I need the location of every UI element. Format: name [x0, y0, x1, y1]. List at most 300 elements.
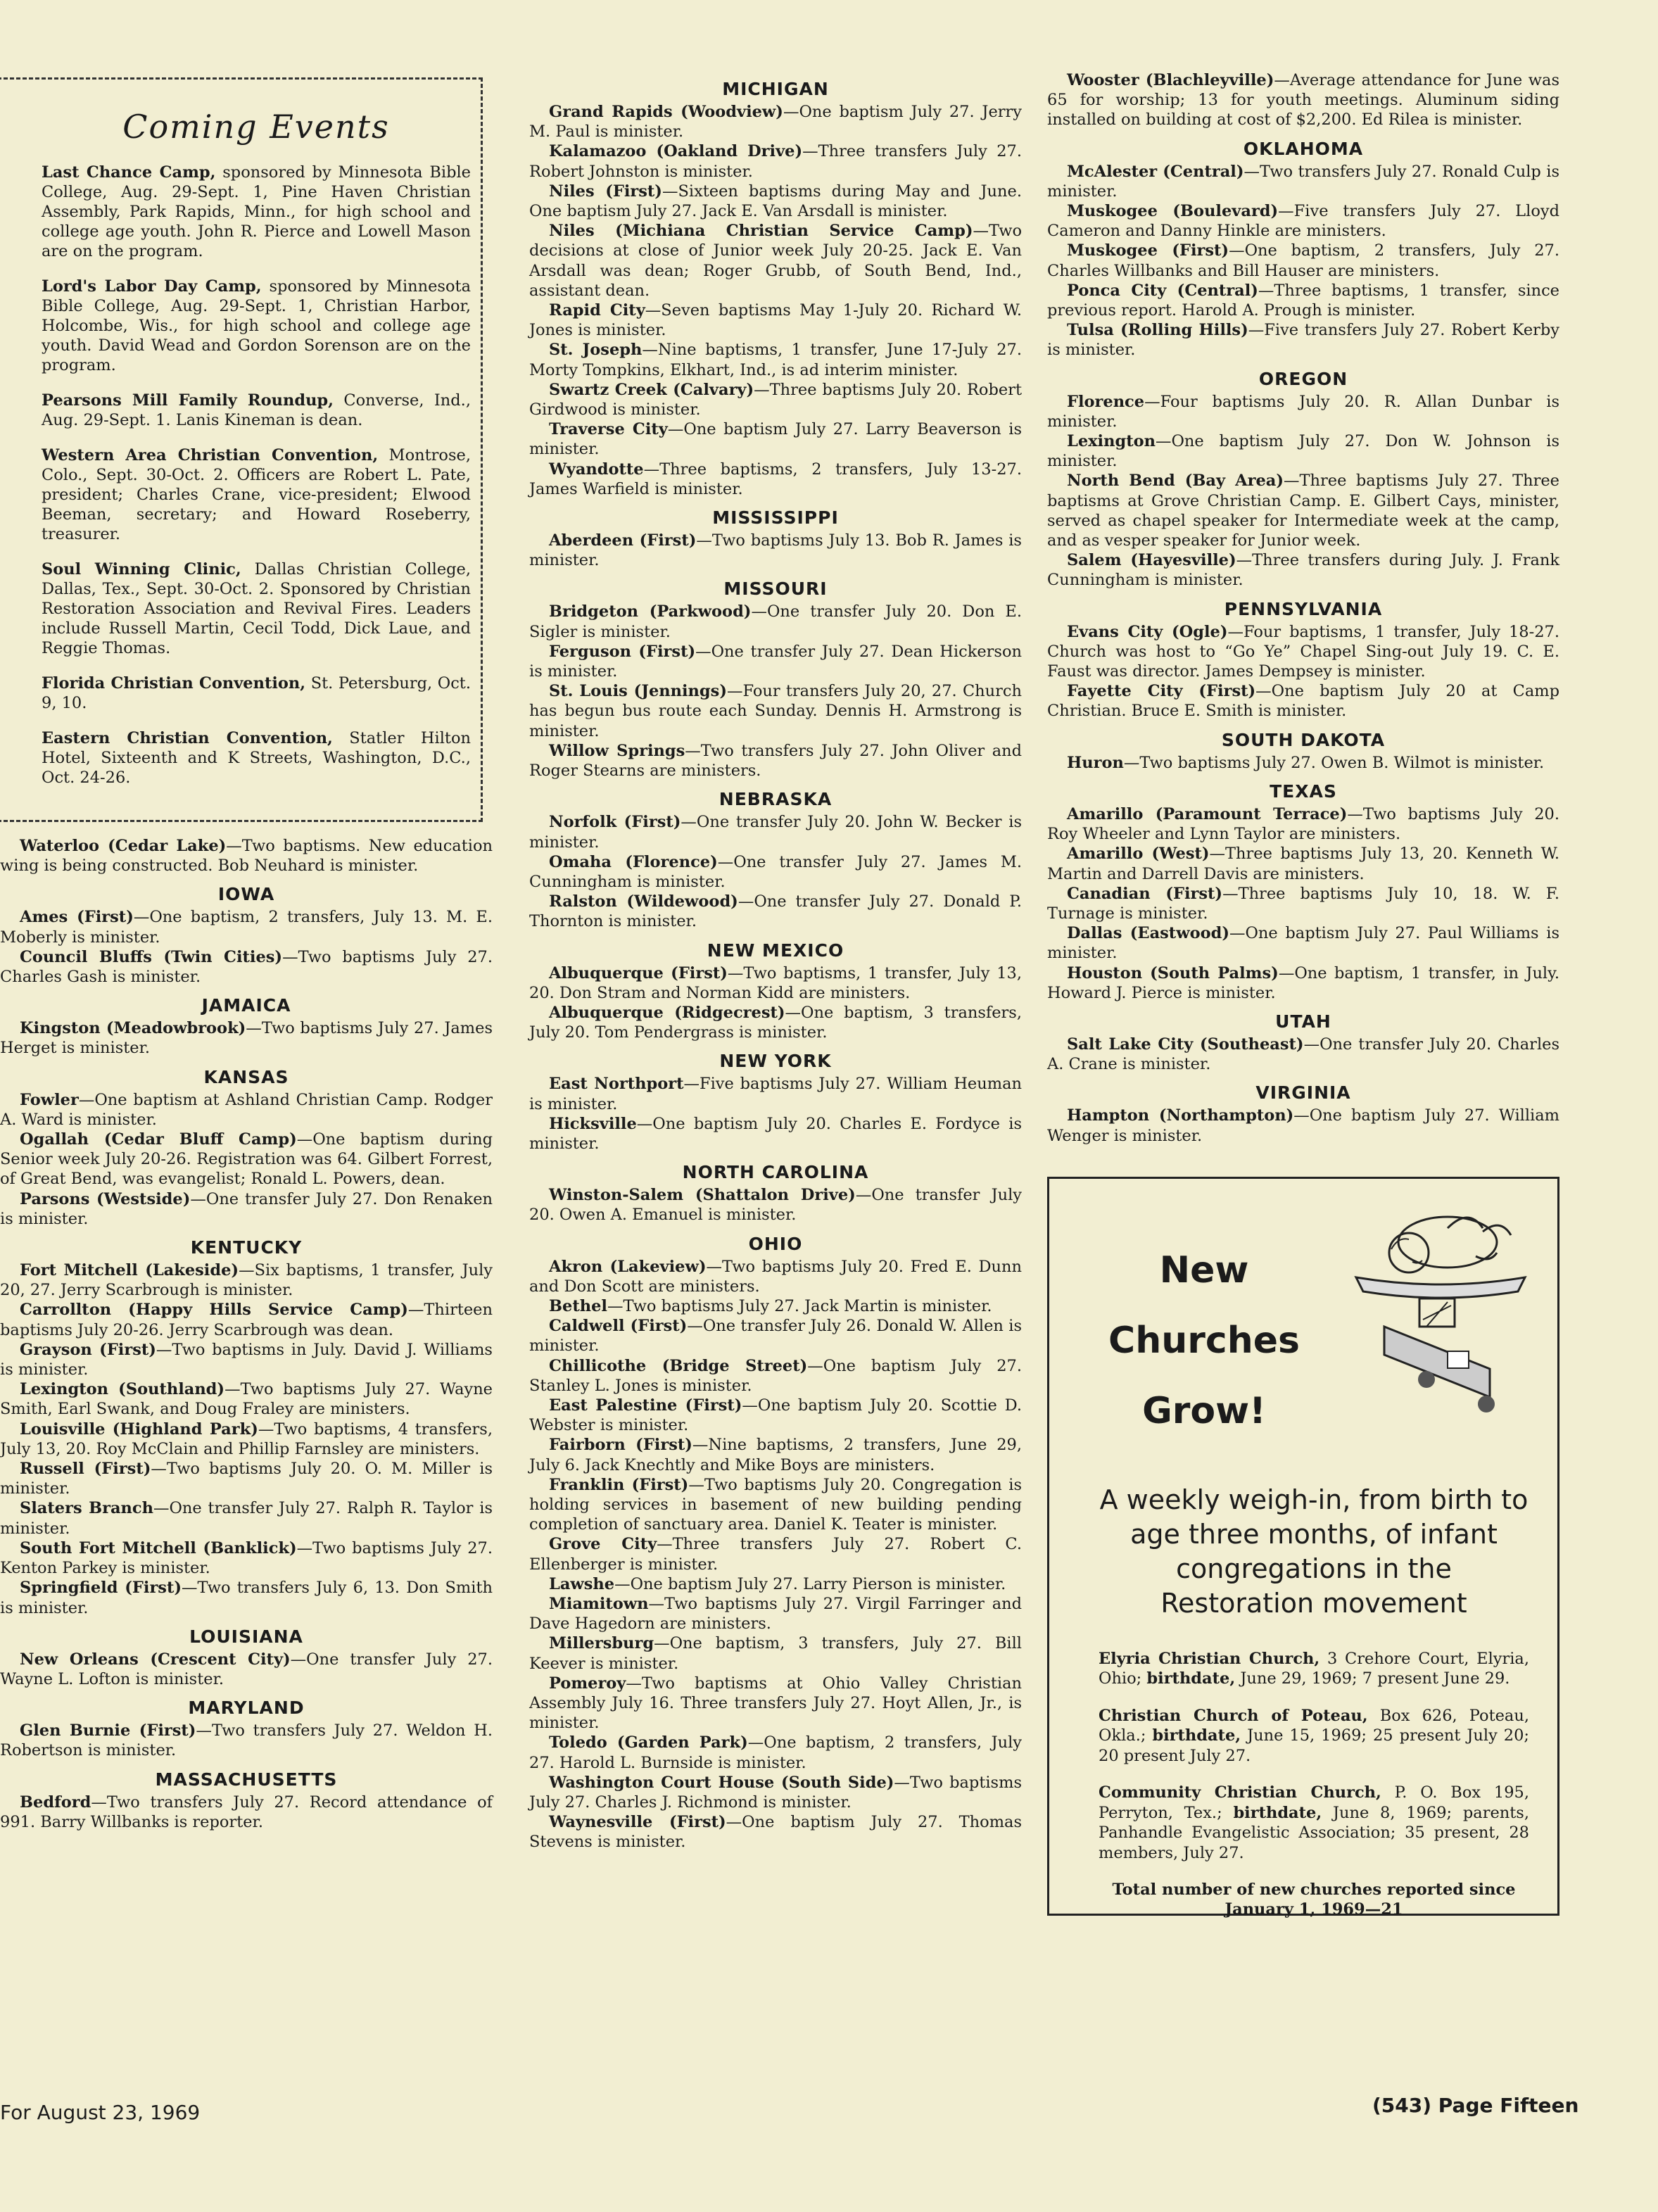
entry-text: —Two baptisms. New education wing is being constructed. Bob Neuhard is minister.: [0, 837, 493, 876]
church-name: St. Louis (Jennings): [549, 682, 727, 701]
footer-date: For August 23, 1969: [0, 2101, 201, 2124]
news-entry: [529, 1435, 1022, 1474]
entry-text: —Four transfers July 20, 27. Church has begun bus route each Sunday. Dennis H. Armstrong is minister.: [529, 682, 1022, 740]
entry-text: —One baptism July 27. William Wenger is minister.: [1047, 1106, 1559, 1145]
news-entry: [1047, 1035, 1559, 1074]
entry-text: —Four baptisms July 20. R. Allan Dunbar is minister.: [1047, 392, 1559, 431]
church-name: Hampton (Northampton): [1067, 1106, 1294, 1125]
news-entry: [529, 1812, 1022, 1852]
event-text: St. Petersburg, Oct. 9, 10.: [42, 674, 471, 712]
entry-text: —Thirteen baptisms July 20-26. Jerry Scarbrough was dean.: [0, 1301, 493, 1339]
church-name: North Bend (Bay Area): [1067, 472, 1284, 491]
news-entry: [529, 141, 1022, 181]
entry-text: —Seven baptisms May 1-July 20. Richard W. Jones is minister.: [529, 301, 1023, 340]
entry-text: —Two baptisms July 13. Bob R. James is minister.: [529, 531, 1022, 570]
church-name: Kalamazoo (Oakland Drive): [549, 142, 803, 161]
entry-text: —Five transfers July 27. Lloyd Cameron and Danny Hinkle are ministers.: [1047, 202, 1559, 241]
ad-church-name: Christian Church of Poteau,: [1099, 1706, 1368, 1725]
state-heading: KANSAS: [203, 1066, 289, 1087]
footer-page-number: (543) Page Fifteen: [1372, 2094, 1579, 2117]
new-churches-ad: [1047, 1177, 1559, 1919]
entry-text: —One baptism July 27. Larry Beaverson is minister.: [529, 420, 1022, 459]
news-entry: [529, 1257, 1022, 1296]
state-heading: MARYLAND: [188, 1698, 305, 1719]
entry-text: —Three transfers July 27. Robert C. Ellenberger is minister.: [529, 1535, 1022, 1574]
news-entry: [529, 681, 1022, 741]
ad-church-name: Community Christian Church,: [1099, 1783, 1381, 1802]
church-name: Dallas (Eastwood): [1067, 924, 1229, 943]
church-name: Waynesville (First): [549, 1813, 726, 1832]
event-item: [42, 674, 471, 713]
church-name: St. Joseph: [549, 341, 643, 360]
church-name: Niles (Michiana Christian Service Camp): [549, 222, 973, 241]
entry-text: —One baptism July 20. Charles E. Fordyce is minister.: [529, 1114, 1022, 1153]
church-name: Ralston (Wildewood): [549, 892, 738, 911]
event-item: [42, 277, 471, 375]
ad-church-name: Elyria Christian Church,: [1099, 1649, 1320, 1668]
entry-text: —Two baptisms July 20. O. M. Miller is minister.: [0, 1460, 493, 1498]
news-entry: [0, 1793, 493, 1832]
entry-text: —Two baptisms July 27. Jack Martin is minister.: [607, 1296, 992, 1315]
column-left-news: [0, 836, 493, 1832]
church-name: Aberdeen (First): [549, 531, 697, 550]
news-entry: [529, 1674, 1022, 1733]
news-entry: [0, 1130, 493, 1189]
entry-text: —Sixteen baptisms during May and June. One baptism July 27. Jack E. Van Arsdall is minister.: [529, 182, 1022, 221]
state-heading: JAMAICA: [201, 995, 291, 1016]
entry-text: —Two baptisms, 1 transfer, July 13, 20. Don Stram and Norman Kidd are ministers.: [529, 963, 1023, 1002]
ad-entry: [1099, 1706, 1529, 1767]
column-left: [0, 70, 493, 1832]
church-name: Parsons (Westside): [20, 1189, 191, 1208]
church-name: Albuquerque (Ridgecrest): [549, 1003, 785, 1022]
entry-text: —One transfer July 27. Don Renaken is minister.: [0, 1189, 493, 1228]
entry-text: —Nine baptisms, 1 transfer, June 17-July 27. Morty Tompkins, Elkhart, Ind., is ad interim minister.: [529, 341, 1022, 379]
entry-text: —One transfer July 27. Ralph R. Taylor is minister.: [0, 1499, 493, 1538]
event-text: Statler Hilton Hotel, Sixteenth and K Streets, Washington, D.C., Oct. 24-26.: [42, 729, 471, 787]
entry-text: —Nine baptisms, 2 transfers, June 29, July 6. Jack Knechtly and Mike Boys are ministers.: [529, 1436, 1022, 1474]
church-name: Wyandotte: [549, 460, 644, 479]
church-name: Russell (First): [20, 1460, 151, 1479]
news-entry: [0, 907, 493, 947]
ad-entry-text: June 8, 1969; parents, Panhandle Evangelistic Association; 35 present, 28 members, July 27.: [1099, 1803, 1529, 1862]
coming-events-title: Coming Events: [122, 108, 390, 146]
entry-text: —One baptism, 1 transfer, in July. Howard J. Pierce is minister.: [1047, 963, 1560, 1002]
news-entry: [529, 1534, 1022, 1574]
column-right-news: [1047, 70, 1559, 1146]
church-name: Ponca City (Central): [1067, 281, 1258, 300]
news-entry: [529, 380, 1022, 419]
entry-text: —One baptism July 27. Jerry M. Paul is minister.: [529, 103, 1022, 141]
entry-text: —Six baptisms, 1 transfer, July 20, 27. Jerry Scarbrough is minister.: [0, 1261, 493, 1300]
news-entry: [0, 1018, 493, 1058]
entry-text: —Two transfers July 27. Weldon H. Robertson is minister.: [0, 1721, 493, 1760]
state-heading: IOWA: [217, 884, 275, 905]
news-entry: [1047, 923, 1559, 963]
entry-text: —Two baptisms July 20. Fred E. Dunn and Don Scott are ministers.: [529, 1257, 1022, 1296]
event-item: [42, 445, 471, 544]
entry-text: —Two baptisms July 27. Charles J. Richmond is minister.: [529, 1773, 1022, 1812]
news-entry: [529, 1074, 1022, 1113]
entry-text: —Two transfers July 27. Ronald Culp is minister.: [1047, 162, 1559, 201]
church-name: Norfolk (First): [549, 813, 681, 832]
news-entry: [1047, 471, 1559, 550]
state-heading: KENTUCKY: [190, 1237, 303, 1258]
entry-text: —Three baptisms July 10, 18. W. F. Turnage is minister.: [1047, 884, 1559, 923]
entry-text: —Two baptisms at Ohio Valley Christian Assembly July 16. Three transfers July 27. Hoyt Allen, Jr., is minister.: [529, 1674, 1022, 1733]
entry-text: —Two decisions at close of Junior week July 20-25. Jack E. Van Arsdall was dean; Roger Grubb, of South Bend, Ind., assistant dean.: [529, 222, 1022, 300]
event-text: sponsored by Minnesota Bible College, Aug. 29-Sept. 1, Christian Harbor, Holcombe, Wis., for high school and college age youth. David Wead and Gordon Sorenson are on the program.: [42, 277, 471, 374]
event-name: Eastern Christian Convention,: [42, 729, 333, 747]
entry-text: —One transfer July 20. Don E. Sigler is minister.: [529, 602, 1022, 641]
church-name: Caldwell (First): [549, 1317, 688, 1336]
church-name: East Northport: [549, 1075, 684, 1094]
event-name: Florida Christian Convention,: [42, 674, 306, 693]
column-middle-news: [529, 79, 1022, 1852]
news-entry: [1047, 162, 1559, 201]
church-name: Evans City (Ogle): [1067, 622, 1228, 641]
news-entry: [529, 963, 1022, 1003]
church-name: Canadian (First): [1067, 884, 1223, 903]
state-heading: NEW MEXICO: [707, 940, 844, 961]
church-name: Fowler: [20, 1090, 79, 1109]
entry-text: —One baptism at Ashland Christian Camp. Rodger A. Ward is minister.: [0, 1090, 493, 1129]
church-name: Wooster (Blachleyville): [1067, 71, 1274, 89]
ad-entry-text: P. O. Box 195, Perryton, Tex.;: [1099, 1783, 1529, 1822]
news-entry: [1047, 753, 1559, 773]
entry-text: —One transfer July 27. Dean Hickerson is minister.: [529, 642, 1022, 681]
entry-text: —Five transfers July 27. Robert Kerby is minister.: [1047, 321, 1559, 360]
news-entry: [0, 1340, 493, 1379]
church-name: Grand Rapids (Woodview): [549, 103, 783, 121]
entry-text: —Two baptisms July 20. Roy Wheeler and Lynn Taylor are ministers.: [1047, 804, 1559, 844]
entry-text: —One baptism during Senior week July 20-26. Registration was 64. Gilbert Forrest, of Great Bend, was evangelist; Ronald L. Powers, dean.: [0, 1130, 493, 1189]
entry-text: —Three baptisms, 1 transfer, since previous report. Harold A. Prough is minister.: [1047, 281, 1559, 320]
news-entry: [529, 1114, 1022, 1154]
entry-text: —One baptism July 27. Paul Williams is minister.: [1047, 924, 1559, 963]
church-name: Tulsa (Rolling Hills): [1067, 321, 1248, 340]
entry-text: —One transfer July 27. James M. Cunningham is minister.: [529, 852, 1023, 891]
church-name: Amarillo (West): [1067, 845, 1210, 864]
church-name: Ames (First): [20, 908, 134, 927]
church-name: Amarillo (Paramount Terrace): [1067, 804, 1348, 823]
news-entry: [529, 642, 1022, 681]
state-heading: MISSISSIPPI: [712, 507, 839, 529]
news-entry: [529, 1356, 1022, 1396]
state-heading: NEW YORK: [719, 1051, 832, 1072]
ad-entry: [1099, 1783, 1529, 1863]
event-text: Dallas Christian College, Dallas, Tex., Sept. 30-Oct. 2. Sponsored by Christian Restoration Association and Revival Fires. Leaders include Russell Martin, Cecil Todd, Dick Laue, and Reggie Thomas.: [42, 560, 472, 657]
church-name: Niles (First): [549, 182, 662, 201]
entry-text: —One baptism July 27. Stanley L. Jones is minister.: [529, 1356, 1022, 1395]
ad-entry-text: 3 Crehore Court, Elyria, Ohio;: [1099, 1649, 1529, 1688]
church-name: McAlester (Central): [1067, 162, 1244, 181]
church-name: Albuquerque (First): [549, 963, 728, 982]
event-item: [42, 163, 471, 261]
news-entry: [1047, 622, 1559, 682]
ad-heading: [1099, 1235, 1310, 1446]
entry-text: —Two baptisms July 27. Owen B. Wilmot is minister.: [1123, 753, 1545, 772]
entry-text: —Three baptisms July 27. Three baptisms at Grove Christian Camp. E. Gilbert Cays, minister, served as chapel speaker for Intermediate week at the camp, and as vesper speaker for Junior week.: [1047, 472, 1559, 550]
event-name: Soul Winning Clinic,: [42, 560, 241, 579]
church-name: Glen Burnie (First): [20, 1721, 196, 1740]
entry-text: —Two transfers July 27. John Oliver and Roger Stearns are ministers.: [529, 741, 1023, 780]
church-name: Lawshe: [549, 1574, 615, 1593]
news-entry: [1047, 70, 1559, 130]
news-entry: [529, 1733, 1022, 1772]
news-entry: [0, 947, 493, 987]
news-entry: [0, 1420, 493, 1459]
news-entry: [529, 602, 1022, 641]
column-right: [1047, 70, 1560, 1919]
news-entry: [1047, 884, 1559, 923]
news-entry: [529, 892, 1022, 931]
church-name: Pomeroy: [549, 1674, 626, 1693]
news-entry: [1047, 844, 1559, 883]
church-name: Rapid City: [549, 301, 645, 320]
ad-entries: [1099, 1649, 1529, 1864]
event-text: sponsored by Minnesota Bible College, Aug. 29-Sept. 1, Pine Haven Christian Assembly, Park Rapids, Minn., for high school and college age youth. John R. Pierce and Lowell Mason are on the program.: [42, 163, 471, 260]
church-name: Washington Court House (South Side): [549, 1773, 894, 1792]
state-heading: SOUTH DAKOTA: [1221, 729, 1386, 750]
church-name: South Fort Mitchell (Banklick): [20, 1538, 297, 1557]
church-name: Grove City: [549, 1535, 657, 1554]
state-heading: NEBRASKA: [719, 789, 833, 810]
news-entry: [0, 1538, 493, 1578]
entry-text: —One transfer July 20. Owen A. Emanuel is minister.: [529, 1186, 1022, 1225]
news-entry: [1047, 201, 1559, 241]
news-entry: [1047, 963, 1559, 1003]
church-name: Traverse City: [549, 420, 668, 439]
entry-text: —Two baptisms July 27. Virgil Farringer and Dave Hagedorn are ministers.: [529, 1595, 1022, 1633]
entry-text: —One baptism July 20. Scottie D. Webster is minister.: [529, 1396, 1022, 1435]
church-name: Springfield (First): [20, 1579, 182, 1598]
event-name: Lord's Labor Day Camp,: [42, 277, 262, 296]
church-name: Swartz Creek (Calvary): [549, 380, 754, 399]
entry-text: —One transfer July 27. Wayne L. Lofton is minister.: [0, 1650, 493, 1688]
church-name: Franklin (First): [549, 1475, 689, 1494]
entry-text: —One transfer July 20. John W. Becker is minister.: [529, 813, 1022, 852]
entry-text: —One baptism, 3 transfers, July 20. Tom Pendergrass is minister.: [529, 1003, 1022, 1042]
ad-entry-label: birthdate,: [1152, 1726, 1241, 1745]
entry-text: —One baptism July 27. Don W. Johnson is minister.: [1047, 432, 1559, 471]
entry-text: —Three baptisms July 20. Robert Girdwood is minister.: [529, 380, 1022, 419]
news-entry: [0, 1260, 493, 1300]
news-entry: [1047, 431, 1559, 471]
state-heading: TEXAS: [1270, 780, 1337, 802]
event-item: [42, 560, 471, 658]
news-entry: [1047, 320, 1559, 360]
news-entry: [529, 1396, 1022, 1435]
church-name: Fairborn (First): [549, 1436, 692, 1455]
ad-heading-line: New: [1159, 1249, 1249, 1291]
state-heading: OREGON: [1258, 368, 1348, 389]
entry-text: —Two baptisms in July. David J. Williams is minister.: [0, 1340, 493, 1379]
entry-text: —One baptism July 27. Larry Pierson is minister.: [614, 1574, 1006, 1593]
ad-entry-text: June 29, 1969; 7 present June 29.: [1235, 1669, 1510, 1688]
ad-entry-label: birthdate,: [1233, 1803, 1322, 1822]
coming-events-list: [42, 163, 471, 788]
state-heading: MASSACHUSETTS: [155, 1769, 338, 1790]
church-name: Slaters Branch: [20, 1499, 153, 1518]
news-entry: [529, 301, 1022, 340]
news-entry: [0, 1721, 493, 1760]
church-name: Kingston (Meadowbrook): [20, 1019, 246, 1038]
church-name: Omaha (Florence): [549, 852, 718, 871]
church-name: Toledo (Garden Park): [549, 1733, 748, 1752]
news-entry: [0, 1459, 493, 1498]
entry-text: —Five baptisms July 27. William Heuman is minister.: [529, 1075, 1022, 1113]
ad-heading-line: Churches: [1108, 1319, 1300, 1362]
event-text: Montrose, Colo., Sept. 30-Oct. 2. Officers are Robert L. Pate, president; Charles Crane, vice-president; Elwood Beeman, secretary; and Howard Roseberry, treasurer.: [42, 446, 471, 543]
event-text: Converse, Ind., Aug. 29-Sept. 1. Lanis Kineman is dean.: [42, 391, 471, 429]
entry-text: —One baptism, 3 transfers, July 27. Bill Keever is minister.: [529, 1634, 1022, 1673]
news-entry: [529, 221, 1022, 301]
entry-text: —Two baptisms July 20. Congregation is holding services in basement of new building pending completion of sanctuary area. Daniel K. Teater is minister.: [529, 1475, 1022, 1534]
news-entry: [1047, 281, 1559, 320]
ad-entry-text: Box 626, Poteau, Okla.;: [1099, 1706, 1529, 1745]
event-item: [42, 728, 471, 788]
news-entry: [529, 460, 1022, 499]
church-name: Bedford: [20, 1793, 91, 1812]
state-heading: PENNSYLVANIA: [1224, 598, 1383, 619]
news-entry: [1047, 1106, 1559, 1145]
news-entry: [529, 1296, 1022, 1316]
church-name: Ogallah (Cedar Bluff Camp): [20, 1130, 297, 1149]
church-name: Fayette City (First): [1067, 682, 1256, 701]
state-heading: OKLAHOMA: [1243, 138, 1364, 159]
ad-subheading: A weekly weigh-in, from birth to age three months, of infant congregations in the Restoration movement: [1099, 1484, 1529, 1619]
news-entry: [529, 1475, 1022, 1535]
church-name: Salt Lake City (Southeast): [1067, 1035, 1304, 1054]
entry-text: —Two transfers July 27. Record attendance of 991. Barry Willbanks is reporter.: [0, 1793, 493, 1831]
entry-text: —Three transfers July 27. Robert Johnston is minister.: [529, 142, 1022, 181]
entry-text: —Two baptisms July 27. James Herget is minister.: [0, 1019, 493, 1058]
state-heading: NORTH CAROLINA: [682, 1162, 869, 1183]
entry-text: —Average attendance for June was 65 for worship; 13 for youth meetings. Aluminum siding installed on building at cost of $2,200. Ed Rilea is minister.: [1047, 71, 1559, 129]
church-name: Winston-Salem (Shattalon Drive): [549, 1186, 856, 1205]
church-name: Carrollton (Happy Hills Service Camp): [20, 1301, 408, 1320]
news-entry: [1047, 804, 1559, 844]
news-entry: [0, 1379, 493, 1419]
church-name: Ferguson (First): [549, 642, 696, 661]
entry-text: —One baptism, 2 transfers, July 27. Charles Willbanks and Bill Hauser are ministers.: [1047, 241, 1560, 280]
entry-text: —Three transfers during July. J. Frank Cunningham is minister.: [1047, 551, 1559, 590]
news-entry: [529, 1633, 1022, 1673]
entry-text: —Three baptisms July 13, 20. Kenneth W. Martin and Darrell Davis are ministers.: [1047, 845, 1559, 883]
news-entry: [1047, 392, 1559, 431]
church-name: Muskogee (Boulevard): [1067, 202, 1279, 221]
news-entry: [0, 1650, 493, 1689]
church-name: Millersburg: [549, 1634, 654, 1653]
news-entry: [1047, 241, 1559, 280]
church-name: Muskogee (First): [1067, 241, 1229, 260]
entry-text: —One transfer July 20. Charles A. Crane is minister.: [1047, 1035, 1559, 1074]
news-entry: [529, 1003, 1022, 1042]
news-entry: [1047, 550, 1559, 590]
church-name: Lexington: [1067, 432, 1156, 451]
church-name: Salem (Hayesville): [1067, 551, 1236, 570]
ad-entry: [1099, 1649, 1529, 1689]
church-name: Chillicothe (Bridge Street): [549, 1356, 808, 1375]
entry-text: —One baptism, 2 transfers, July 27. Harold L. Burnside is minister.: [529, 1733, 1023, 1772]
state-heading: VIRGINIA: [1255, 1082, 1351, 1104]
church-name: Houston (South Palms): [1067, 963, 1279, 982]
church-name: Bethel: [549, 1296, 607, 1315]
church-name: Waterloo (Cedar Lake): [20, 837, 227, 855]
church-name: Lexington (Southland): [20, 1380, 225, 1399]
church-name: Council Bluffs (Twin Cities): [20, 947, 283, 966]
news-entry: [529, 182, 1022, 221]
news-entry: [0, 836, 493, 876]
news-entry: [0, 1300, 493, 1339]
news-entry: [529, 1185, 1022, 1225]
church-name: Akron (Lakeview): [549, 1257, 707, 1276]
news-entry: [1047, 681, 1559, 721]
event-name: Western Area Christian Convention,: [42, 446, 379, 464]
entry-text: —Two baptisms, 4 transfers, July 13, 20. Roy McClain and Phillip Farnsley are ministers.: [0, 1420, 493, 1458]
baby-on-scale-icon: [1342, 1214, 1532, 1425]
church-name: Louisville (Highland Park): [20, 1420, 258, 1439]
church-name: Huron: [1067, 753, 1124, 772]
church-name: Bridgeton (Parkwood): [549, 602, 752, 621]
entry-text: —One baptism, 2 transfers, July 13. M. E. Moberly is minister.: [0, 908, 493, 947]
entry-text: —One baptism July 27. Thomas Stevens is minister.: [529, 1813, 1022, 1852]
state-heading: OHIO: [748, 1233, 803, 1254]
entry-text: —One transfer July 26. Donald W. Allen is minister.: [529, 1317, 1022, 1355]
news-entry: [529, 812, 1022, 852]
state-heading: UTAH: [1275, 1011, 1331, 1032]
news-entry: [529, 741, 1022, 780]
church-name: Florence: [1067, 392, 1145, 411]
ad-heading-line: Grow!: [1142, 1389, 1266, 1432]
news-entry: [529, 852, 1022, 892]
news-entry: [529, 1594, 1022, 1633]
entry-text: —One baptism July 20 at Camp Christian. Bruce E. Smith is minister.: [1047, 682, 1559, 721]
news-entry: [529, 1316, 1022, 1355]
church-name: East Palestine (First): [549, 1396, 742, 1415]
ad-entry-text: June 15, 1969; 25 present July 20; 20 present July 27.: [1099, 1726, 1530, 1765]
entry-text: —Two baptisms July 27. Kenton Parkey is minister.: [0, 1538, 493, 1578]
church-name: Fort Mitchell (Lakeside): [20, 1261, 239, 1280]
church-name: Miamitown: [549, 1595, 649, 1613]
entry-text: —Three baptisms, 2 transfers, July 13-27. James Warfield is minister.: [529, 460, 1022, 498]
entry-text: —Four baptisms, 1 transfer, July 18-27. Church was host to “Go Ye” Chapel Sing-out July 19. C. E. Faust was director. James Dempsey is minister.: [1047, 622, 1559, 681]
coming-events-box: [0, 77, 483, 822]
ad-total: Total number of new churches reported since January 1, 1969—21: [1112, 1881, 1516, 1919]
column-middle: [529, 70, 1022, 1852]
church-name: New Orleans (Crescent City): [20, 1650, 291, 1669]
event-item: [42, 391, 471, 430]
entry-text: —Two baptisms July 27. Charles Gash is minister.: [0, 947, 493, 987]
state-heading: LOUISIANA: [189, 1626, 303, 1647]
church-name: Willow Springs: [549, 741, 685, 760]
event-name: Last Chance Camp,: [42, 163, 216, 182]
news-entry: [529, 531, 1022, 570]
news-entry: [529, 419, 1022, 459]
news-entry: [0, 1090, 493, 1130]
news-entry: [0, 1498, 493, 1538]
church-name: Hicksville: [549, 1114, 637, 1133]
news-entry: [529, 1574, 1022, 1594]
news-entry: [0, 1189, 493, 1229]
news-entry: [529, 102, 1022, 141]
news-entry: [529, 340, 1022, 379]
ad-entry-label: birthdate,: [1146, 1669, 1236, 1688]
event-name: Pearsons Mill Family Roundup,: [42, 391, 334, 410]
state-heading: MICHIGAN: [722, 79, 829, 99]
entry-text: —One transfer July 27. Donald P. Thornton is minister.: [529, 892, 1022, 931]
